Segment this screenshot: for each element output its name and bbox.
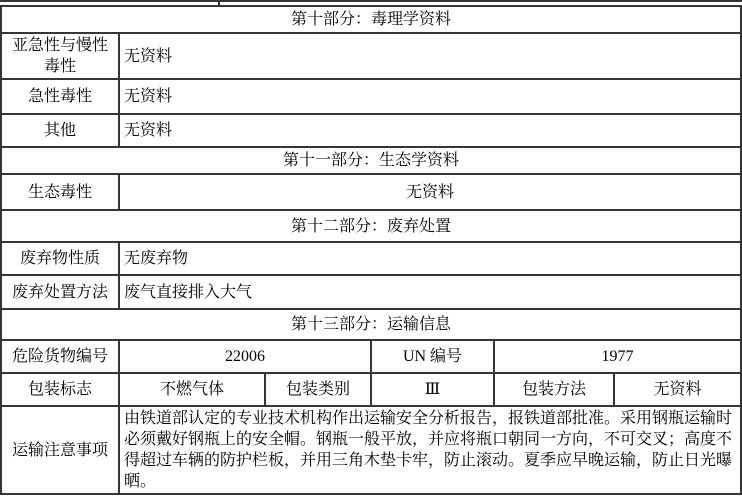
packing-category-label: 包装类别: [265, 373, 371, 406]
section-ecology-header: 第十一部分：生态学资料: [1, 147, 741, 174]
packing-mark-value: 不燃气体: [119, 373, 265, 406]
section-disposal-header: 第十二部分：废弃处置: [1, 210, 741, 242]
transport-notes-label: 运输注意事项: [1, 406, 119, 494]
msds-table: [0, 5, 742, 495]
other-toxicity-value: 无资料: [119, 114, 741, 147]
dangerous-goods-number-value: 22006: [119, 340, 371, 373]
subacute-chronic-toxicity-value: 无资料: [119, 33, 741, 79]
previous-row-remnant: [0, 0, 742, 5]
un-number-label: UN 编号: [371, 340, 494, 373]
acute-toxicity-label: 急性毒性: [1, 79, 119, 114]
acute-toxicity-value: 无资料: [119, 79, 741, 114]
waste-nature-label: 废弃物性质: [1, 242, 119, 275]
other-toxicity-label: 其他: [1, 114, 119, 147]
packing-method-value: 无资料: [614, 373, 741, 406]
previous-row-divider: [218, 2, 220, 5]
packing-category-value: Ⅲ: [371, 373, 494, 406]
disposal-method-label: 废弃处置方法: [1, 275, 119, 309]
disposal-method-value: 废气直接排入大气: [119, 275, 741, 309]
packing-mark-label: 包装标志: [1, 373, 119, 406]
transport-notes-value: 由铁道部认定的专业技术机构作出运输安全分析报告，报铁道部批准。采用钢瓶运输时必须戴好钢瓶上的安全帽。钢瓶一般平放，并应将瓶口朝同一方向，不可交叉；高度不得超过车辆的防护栏板，并用三角木垫卡牢，防止滚动。夏季应早晚运输，防止日光曝晒。: [119, 406, 741, 494]
section-transport-header: 第十三部分：运输信息: [1, 309, 741, 340]
packing-method-label: 包装方法: [494, 373, 614, 406]
subacute-chronic-toxicity-label: 亚急性与慢性毒性: [1, 33, 119, 79]
eco-toxicity-value: 无资料: [119, 174, 741, 210]
section-toxicology-header: 第十部分：毒理学资料: [1, 6, 741, 33]
eco-toxicity-label: 生态毒性: [1, 174, 119, 210]
waste-nature-value: 无废弃物: [119, 242, 741, 275]
dangerous-goods-number-label: 危险货物编号: [1, 340, 119, 373]
un-number-value: 1977: [494, 340, 741, 373]
